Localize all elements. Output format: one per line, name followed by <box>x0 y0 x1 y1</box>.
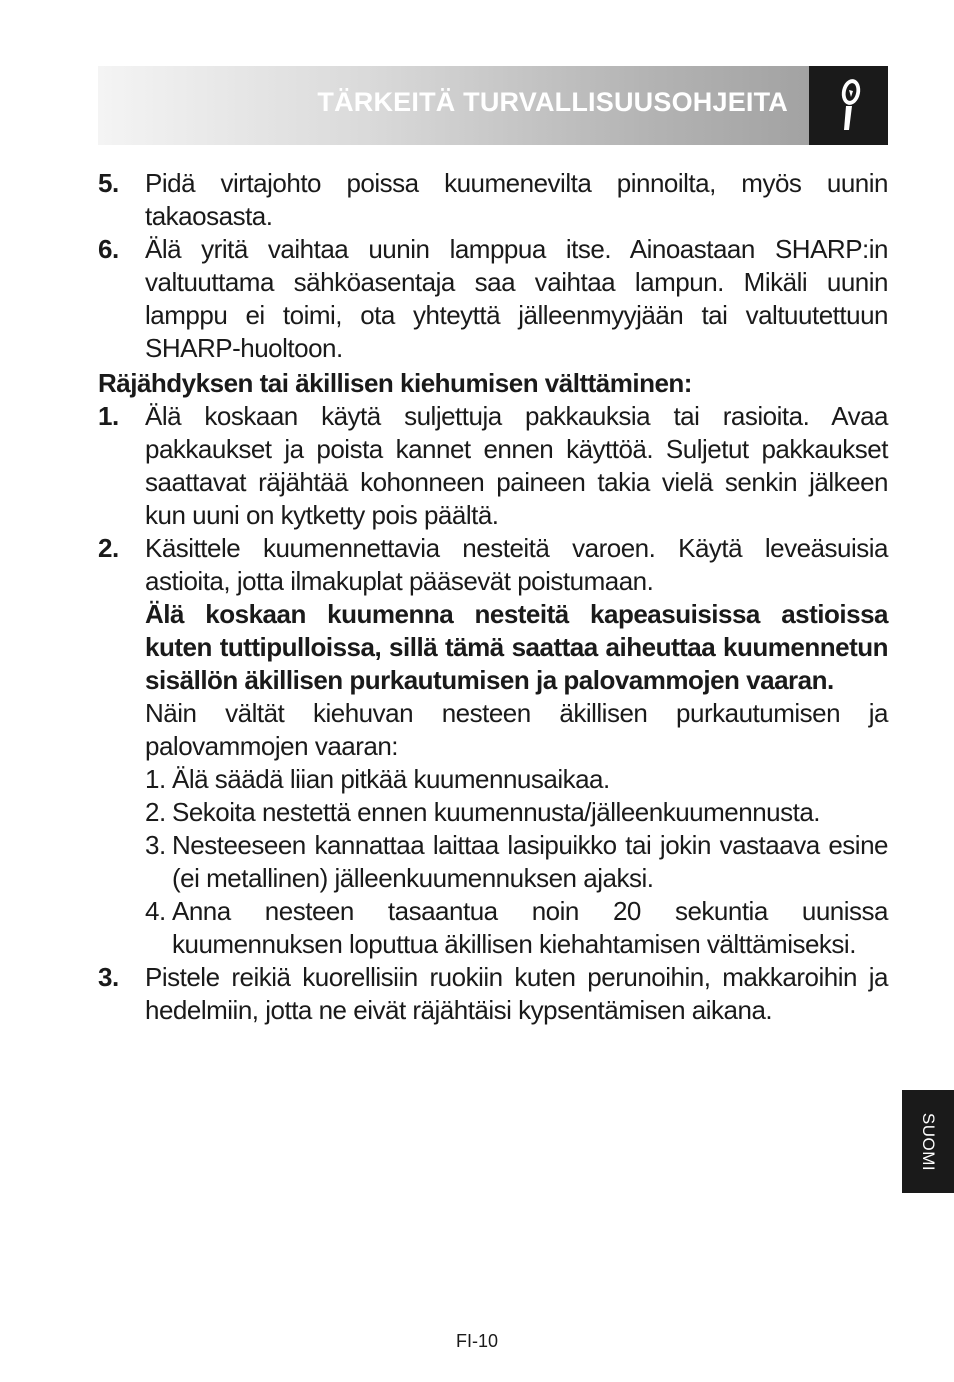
language-label: SUOMI <box>919 1112 938 1171</box>
item-number: 3. <box>98 962 119 992</box>
list-item <box>98 532 888 961</box>
intro-text: Näin vältät kiehuvan nesteen äkillisen purkautumisen ja palovammojen vaaran: <box>145 698 888 761</box>
sub-list-item <box>145 796 888 829</box>
item-text: Pistele reikiä kuorellisiin ruokiin kuten perunoihin, makkaroihin ja hedelmiin, jotta ne eivät räjähtäisi kypsentämisen aikana. <box>145 962 888 1025</box>
sub-list-item <box>145 763 888 796</box>
item-text: Älä koskaan käytä suljettuja pakkauksia tai rasioita. Avaa pakkaukset ja poista kannet ennen käyttöä. Suljetut pakkaukset saattavat räjähtää kohonneen paineen takia vielä senkin jälkeen kun uuni on kytketty pois päältä. <box>145 401 888 530</box>
sub-item-text: Nesteeseen kannattaa laittaa lasipuikko tai jokin vastaava esine (ei metallinen) jälleenkuumennuksen ajaksi. <box>172 830 888 893</box>
list-item <box>98 961 888 1027</box>
warning-text: Älä koskaan kuumenna nesteitä kapeasuisissa astioissa kuten tuttipulloissa, sillä tämä saattaa aiheuttaa kuumennetun sisällön äkillisen purkautumisen ja palovammojen vaaran. <box>145 599 888 695</box>
list-item <box>98 400 888 532</box>
sub-item-number: 4. <box>145 896 166 926</box>
list-item <box>98 167 888 233</box>
item-number: 6. <box>98 234 119 264</box>
document-body <box>98 167 888 1027</box>
info-exclamation-icon <box>809 66 888 145</box>
item-text: Käsittele kuumennettavia nesteitä varoen. Käytä leveäsuisia astioita, jotta ilmakuplat pääsevät poistumaan. <box>145 533 888 596</box>
sub-item-text: Anna nesteen tasaantua noin 20 sekuntia uunissa kuumennuksen loputtua äkillisen kiehahtamisen välttämiseksi. <box>172 896 888 959</box>
item-number: 5. <box>98 168 119 198</box>
header-title: TÄRKEITÄ TURVALLISUUSOHJEITA <box>317 87 788 117</box>
sub-item-number: 1. <box>145 764 166 794</box>
item-text: Älä yritä vaihtaa uunin lamppua itse. Ainoastaan SHARP:in valtuuttama sähköasentaja saa vaihtaa lampun. Mikäli uunin lamppu ei toimi, ota yhteyttä jälleenmyyjään tai valtuutettuun SHARP-huoltoon. <box>145 234 888 363</box>
list-item <box>98 233 888 365</box>
page-number: FI-10 <box>455 1331 498 1351</box>
sub-list-item <box>145 895 888 961</box>
section-heading: Räjähdyksen tai äkillisen kiehumisen välttäminen: <box>98 368 692 398</box>
item-number: 1. <box>98 401 119 431</box>
sub-item-text: Sekoita nestettä ennen kuumennusta/jälleenkuumennusta. <box>172 797 821 827</box>
sub-item-text: Älä säädä liian pitkää kuumennusaikaa. <box>172 764 610 794</box>
item-number: 2. <box>98 533 119 563</box>
language-tab <box>902 1090 954 1193</box>
sub-item-number: 2. <box>145 797 166 827</box>
sub-list-item <box>145 829 888 895</box>
item-text: Pidä virtajohto poissa kuumenevilta pinnoilta, myös uunin takaosasta. <box>145 168 888 231</box>
sub-item-number: 3. <box>145 830 166 860</box>
item-body <box>145 532 888 961</box>
section-header <box>98 66 888 145</box>
